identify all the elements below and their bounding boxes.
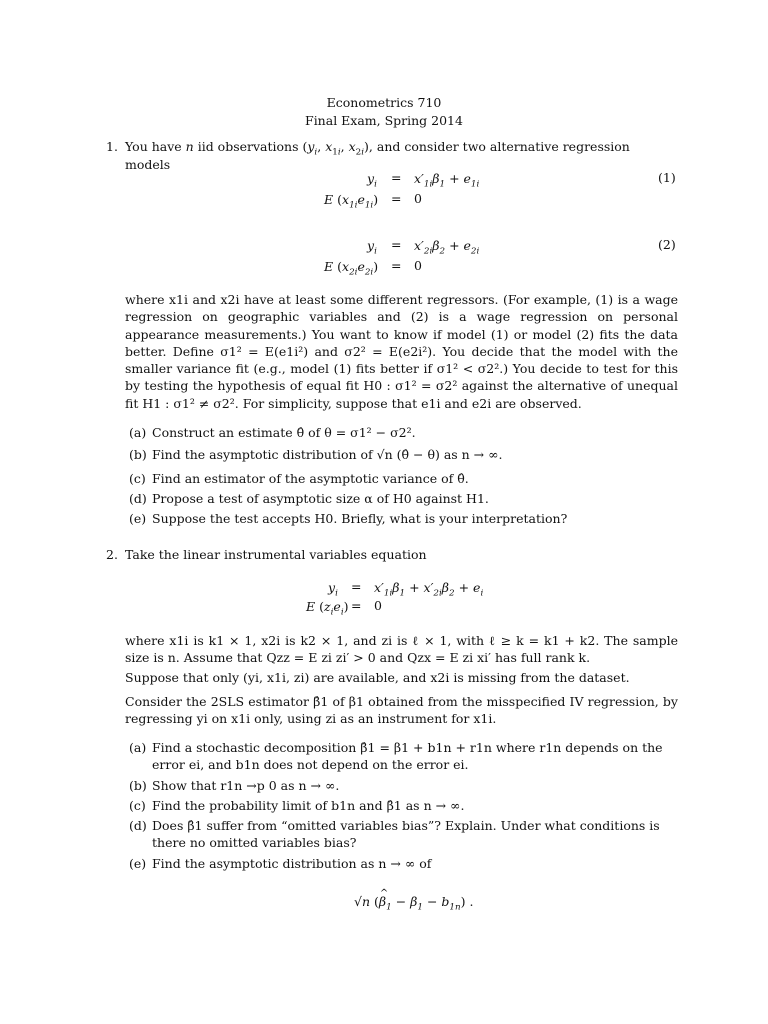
list-item: (d) Does β̂1 suffer from “omitted variables bias”? Explain. Under what conditions is there no omitted variables bias? [129,818,660,851]
course-title: Econometrics 710 [326,95,442,110]
question-2-parts [129,739,678,872]
list-item: (e) Suppose the test accepts H0. Briefly, what is your interpretation? [129,511,568,527]
question-number: 2. [106,547,118,562]
iv-equation-line-2: E $(z_ie_i)$ [306,599,349,618]
equation-2-line-2: E $(x_{2i}e_{2i})$ [324,259,379,278]
equation-1-tag: (1) [658,170,676,185]
equation-1-line-2: E $(x_{1i}e_{1i})$ [324,192,379,211]
list-item: (c) Find an estimator of the asymptotic variance of θ̂. [129,470,469,486]
final-expression: √n (^ $\beta_1 - \beta_1 - b_{1n}$) . [354,893,473,911]
exam-page: Econometrics 710 Final Exam, Spring 2014 1. You have n iid observations ($y_i$, $x_{1i}$, $x_{2i}$), and consider two alternative regression models $y_i$ = $x'_{1i}\beta_1 + e_{1i}$ (1) E $(x_{1i}e_{1i})$ = 0 $y_i$ = $x'_{2i}\beta_2 + e_{2i}$ (2) E $(x_{2i}e_{2i})$ = 0 where x1i and x2i have at least some different regressors. (For example, (1) is a wage regression on geographic variables and (2) is a wage regression on personal appearance measurements.) You want to know if model (1) or model (2) fits the data better. Define σ1² = E(e1i²) and σ2² = E(e2i²). You decide that the model with the smaller variance fit (e.g., model (1) fits better if σ1² < σ2².) You decide to test for this by testing the hypothesis of equal fit H0 : σ1² = σ2² against the alternative of unequal fit H1 : σ1² ≠ σ2². For simplicity, suppose that e1i and e2i are observed. (a) Construct an estimate θ̂ of θ = σ1² − σ2². (b) Find the asymptotic distribution of √n (θ̂ − θ) as n → ∞. (c) Find an estimator of the asymptotic variance of θ̂. (d) Propose a test of asymptotic size α of H0 against H1. (e) Suppose the test accepts H0. Briefly, what is your interpretation? 2. Take the linear instrumental variables equation $y_i$ = $x'_{1i}\beta_1 + x'_{2i}\beta_2 + e_i$ E $(z_ie_i)$ = 0 where x1i is k1 × 1, x2i is k2 × 1, and zi is ℓ × 1, with ℓ ≥ k = k1 + k2. The sample size is n. Assume that Qzz = E zi zi′ > 0 and Qzx = E zi xi′ has full rank k. Suppose that only (yi, x1i, zi) are available, and x2i is missing from the dataset. Consider the 2SLS estimator β̂1 of β1 obtained from the misspecified IV regression, by regressing yi on x1i only, using zi as an instrument for x1i. (a) Find a stochastic decomposition β̂1 = β1 + b1n + r1n where r1n depends on the error ei, and b1n does not depend on the error ei. (b) Show that r1n →p 0 as n → ∞. (c) Find the probability limit of b1n and β̂1 as n → ∞. (d) Does β̂1 suffer from “omitted variables bias”? Explain. Under what conditions is there no omitted variables bias? (e) Find the asymptotic distribution as n → ∞ of √n (^ $\beta_1 - \beta_1 - b_{1n}$) . [0,0,768,1024]
question-2-paragraph-1: where x1i is k1 × 1, x2i is k2 × 1, and zi is ℓ × 1, with ℓ ≥ k = k1 + k2. The sample size is n. Assume that Qzz = E zi zi′ > 0 and Qzx = E zi xi′ has full rank k. [125,633,678,666]
equation-1-line-1: $y_i$ [367,171,377,190]
question-1-intro-text: You have n iid observations ($y_i$, $x_{1i}$, $x_{2i}$), and consider two alternative regression models [125,139,630,172]
question-1-paragraph: where x1i and x2i have at least some different regressors. (For example, (1) is a wage regression on geographic variables and (2) is a wage regression on personal appearance measurements.) You want to know if model (1) or model (2) fits the data better. Define σ1² = E(e1i²) and σ2² = E(e2i²). You decide that the model with the smaller variance fit (e.g., model (1) fits better if σ1² < σ2².) You decide to test for this by testing the hypothesis of equal fit H0 : σ1² = σ2² against the alternative of unequal fit H1 : σ1² ≠ σ2². For simplicity, suppose that e1i and e2i are observed. [125,292,678,411]
list-item: (b) Show that r1n →p 0 as n → ∞. [129,777,340,793]
question-2-paragraph-2: Suppose that only (yi, x1i, zi) are available, and x2i is missing from the dataset. [125,670,630,685]
list-item: (c) Find the probability limit of b1n and β̂1 as n → ∞. [129,797,465,813]
exam-title: Final Exam, Spring 2014 [305,113,463,128]
iv-equation-line-1: $y_i$ [328,580,338,599]
question-1-parts [129,424,678,527]
list-item: (a) Find a stochastic decomposition β̂1 = β1 + b1n + r1n where r1n depends on the error ei, and b1n does not depend on the error ei. [129,740,663,773]
list-item: (d) Propose a test of asymptotic size α of H0 against H1. [129,490,489,506]
list-item: (a) Construct an estimate θ̂ of θ = σ1² − σ2². [129,425,416,440]
question-2-paragraph-3: Consider the 2SLS estimator β̂1 of β1 obtained from the misspecified IV regression, by regressing yi on x1i only, using zi as an instrument for x1i. [125,694,678,727]
equation-2-line-1: $y_i$ [367,238,377,257]
list-item: (e) Find the asymptotic distribution as n → ∞ of [129,855,432,871]
question-number: 1. [106,139,118,154]
list-item: (b) Find the asymptotic distribution of √n (θ̂ − θ) as n → ∞. [129,447,503,463]
equation-2-tag: (2) [658,237,676,252]
